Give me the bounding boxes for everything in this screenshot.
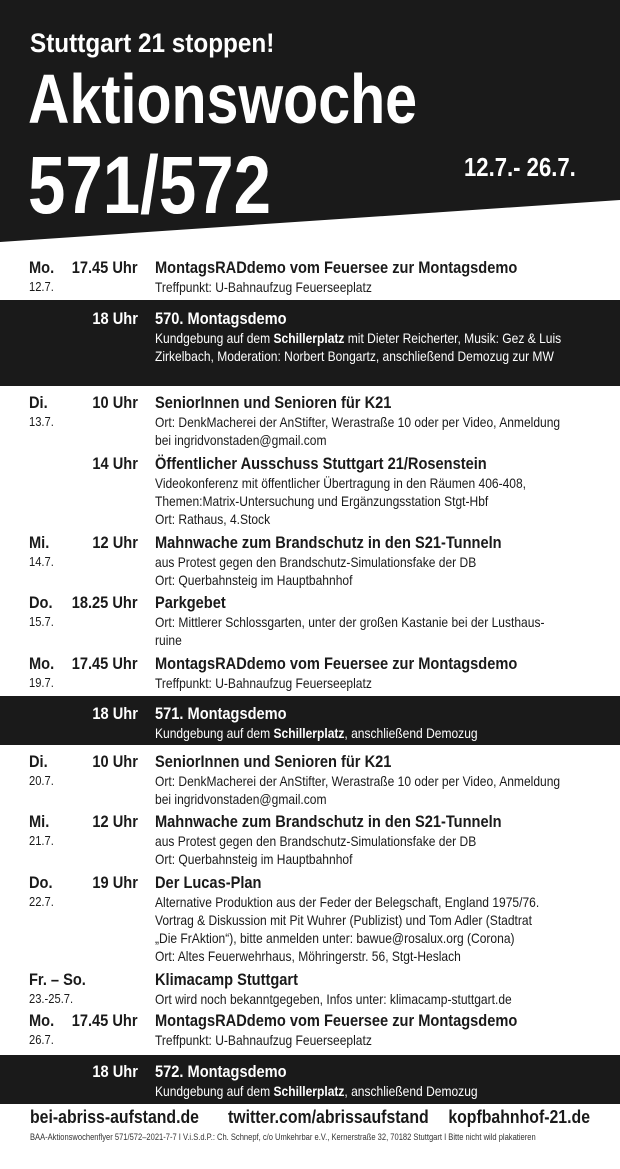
event-detail-text: Kundgebung auf dem: [155, 330, 274, 346]
event-detail-line: Treffpunkt: U-Bahnaufzug Feuerseeplatz: [155, 1032, 372, 1048]
event-detail-line: „Die FrAktion“), bitte anmelden unter: bawue@rosalux.org (Corona): [155, 930, 515, 946]
event-detail-line: Ort: Querbahnsteig im Hauptbahnhof: [155, 572, 353, 588]
event-date: 12.7.: [29, 279, 54, 294]
event-details: [155, 278, 589, 296]
event-entry: [0, 393, 620, 453]
event-time: 10 Uhr: [92, 752, 138, 771]
event-detail-text: Kundgebung auf dem: [155, 1083, 274, 1099]
event-entry: [0, 970, 620, 1010]
event-detail-line: ruine: [155, 632, 182, 648]
event-title: Parkgebet: [155, 593, 226, 612]
event-detail-line: Ort: Altes Feuerwehrhaus, Möhringerstr. 56, Stgt-Heslach: [155, 948, 461, 964]
event-details: [155, 990, 589, 1008]
event-detail-line: Ort: DenkMacherei der AnStifter, Werastraße 10 oder per Video, Anmeldung: [155, 414, 561, 430]
event-entry: [0, 873, 620, 969]
event-day: Do.: [29, 593, 53, 612]
event-date: 21.7.: [29, 833, 54, 848]
event-day: Mo.: [29, 1011, 55, 1030]
event-time: 14 Uhr: [92, 454, 138, 473]
event-time: 12 Uhr: [92, 812, 138, 831]
event-time: 17.45 Uhr: [72, 654, 138, 673]
event-day: Di.: [29, 393, 48, 412]
event-date: 22.7.: [29, 894, 54, 909]
event-detail-line: Videokonferenz mit öffentlicher Übertragung in den Räumen 406-408,: [155, 475, 527, 491]
event-time: 19 Uhr: [92, 873, 138, 892]
event-detail-line: Ort wird noch bekanntgegeben, Infos unter: klimacamp-stuttgart.de: [155, 991, 512, 1007]
event-title: MontagsRADdemo vom Feuersee zur Montagsdemo: [155, 1011, 518, 1030]
event-day: Fr. – So.: [29, 970, 86, 989]
event-date: 20.7.: [29, 773, 54, 788]
event-entry-highlight: [0, 1055, 620, 1104]
event-detail-line: Ort: DenkMacherei der AnStifter, Werastraße 10 oder per Video, Anmeldung: [155, 773, 561, 789]
event-detail-text: , anschließend Demozug: [344, 725, 478, 741]
event-detail-location: Schillerplatz: [273, 330, 345, 346]
event-entry: [0, 593, 620, 653]
event-title: SeniorInnen und Senioren für K21: [155, 752, 392, 771]
event-detail-line: Alternative Produktion aus der Feder der Belegschaft, England 1975/76.: [155, 894, 540, 910]
event-day: Do.: [29, 873, 53, 892]
header-banner: [0, 0, 620, 245]
event-entry-highlight: [0, 696, 620, 745]
event-title: 571. Montagsdemo: [155, 704, 287, 723]
event-title: Öffentlicher Ausschuss Stuttgart 21/Rosenstein: [155, 454, 487, 473]
event-title: MontagsRADdemo vom Feuersee zur Montagsdemo: [155, 654, 518, 673]
event-title: Der Lucas-Plan: [155, 873, 262, 892]
header-week-numbers: 571/572: [28, 140, 272, 231]
event-detail-text: , anschließend Demozug: [344, 1083, 478, 1099]
event-details: [155, 474, 589, 528]
event-date: 23.-25.7.: [29, 991, 74, 1006]
event-date: 13.7.: [29, 414, 54, 429]
event-time: 10 Uhr: [92, 393, 138, 412]
event-detail-line: Treffpunkt: U-Bahnaufzug Feuerseeplatz: [155, 279, 372, 295]
event-detail-line: Themen:Matrix-Untersuchung und Ergänzungsstation Stgt-Hbf: [155, 493, 489, 509]
event-day: Mo.: [29, 654, 55, 673]
event-details: [155, 893, 589, 965]
event-detail-line: Treffpunkt: U-Bahnaufzug Feuerseeplatz: [155, 675, 372, 691]
event-title: 572. Montagsdemo: [155, 1062, 287, 1081]
event-details: [155, 613, 589, 649]
event-date: 26.7.: [29, 1032, 54, 1047]
event-detail-line: Ort: Rathaus, 4.Stock: [155, 511, 271, 527]
event-title: Mahnwache zum Brandschutz in den S21-Tunneln: [155, 812, 502, 831]
event-details: [155, 724, 589, 742]
event-day: Mi.: [29, 533, 50, 552]
event-details: [155, 674, 589, 692]
event-details: [155, 413, 589, 449]
event-time: 18 Uhr: [92, 704, 138, 723]
event-entry: [0, 1011, 620, 1051]
event-detail-text: Kundgebung auf dem: [155, 725, 274, 741]
event-title: 570. Montagsdemo: [155, 309, 287, 328]
event-detail-line: bei ingridvonstaden@gmail.com: [155, 791, 327, 807]
event-entry: [0, 752, 620, 812]
event-day: Mi.: [29, 812, 50, 831]
event-details: [155, 553, 589, 589]
event-detail-location: Schillerplatz: [273, 1083, 345, 1099]
event-day: Di.: [29, 752, 48, 771]
website-link-abriss-aufstand[interactable]: bei-abriss-aufstand.de: [30, 1107, 200, 1127]
event-time: 12 Uhr: [92, 533, 138, 552]
event-day: Mo.: [29, 258, 55, 277]
event-time: 18 Uhr: [92, 1062, 138, 1081]
event-time: 17.45 Uhr: [72, 258, 138, 277]
event-time: 18.25 Uhr: [72, 593, 138, 612]
event-detail-line: Ort: Querbahnsteig im Hauptbahnhof: [155, 851, 353, 867]
event-details: [155, 772, 589, 808]
event-entry: [0, 454, 620, 530]
header-subtitle: Stuttgart 21 stoppen!: [30, 28, 275, 58]
event-details: [155, 832, 589, 868]
event-time: 18 Uhr: [92, 309, 138, 328]
event-entry: [0, 533, 620, 593]
event-title: SeniorInnen und Senioren für K21: [155, 393, 392, 412]
event-detail-line: aus Protest gegen den Brandschutz-Simulationsfake der DB: [155, 833, 477, 849]
event-detail-line: Ort: Mittlerer Schlossgarten, unter der großen Kastanie bei der Lusthaus-: [155, 614, 545, 630]
event-entry: [0, 258, 620, 298]
imprint-text: BAA-Aktionswochenflyer 571/572–2021-7-7 I V.i.S.d.P.: Ch. Schnepf, c/o Umkehrbar e.V., Kernerstraße 32, 70182 Stuttgart I Bitte nicht wild plakatieren: [30, 1132, 536, 1142]
event-date: 15.7.: [29, 614, 54, 629]
event-date: 14.7.: [29, 554, 54, 569]
event-entry: [0, 654, 620, 694]
event-detail-line: aus Protest gegen den Brandschutz-Simulationsfake der DB: [155, 554, 477, 570]
header-date-range: 12.7.- 26.7.: [464, 152, 576, 182]
event-detail-text: mit Dieter Reicherter, Musik: Gez & Luis Zirkelbach, Moderation: Norbert Bongartz, anschließend Demozug zur MW: [155, 330, 562, 364]
event-entry: [0, 812, 620, 872]
event-title: MontagsRADdemo vom Feuersee zur Montagsdemo: [155, 258, 518, 277]
header-title: Aktionswoche: [28, 60, 418, 138]
event-detail-line: Vortrag & Diskussion mit Pit Wuhrer (Publizist) und Tom Adler (Stadtrat: [155, 912, 532, 928]
website-link-kopfbahnhof[interactable]: kopfbahnhof-21.de: [448, 1107, 590, 1127]
event-title: Mahnwache zum Brandschutz in den S21-Tunneln: [155, 533, 502, 552]
event-details: [155, 1031, 589, 1049]
event-time: 17.45 Uhr: [72, 1011, 138, 1030]
event-detail-location: Schillerplatz: [273, 725, 345, 741]
twitter-link[interactable]: twitter.com/abrissaufstand: [228, 1107, 429, 1127]
event-title: Klimacamp Stuttgart: [155, 970, 298, 989]
event-entry-highlight: [0, 300, 620, 386]
event-date: 19.7.: [29, 675, 54, 690]
event-details: [155, 1082, 589, 1100]
event-details: [155, 329, 589, 365]
event-detail-line: bei ingridvonstaden@gmail.com: [155, 432, 327, 448]
